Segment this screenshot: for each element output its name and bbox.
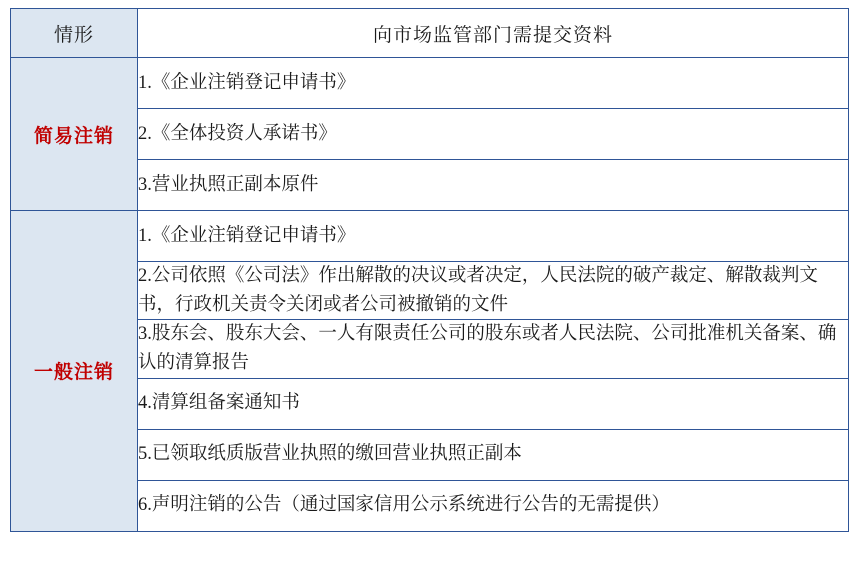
doc-item: 2.公司依照《公司法》作出解散的决议或者决定，人民法院的破产裁定、解散裁判文书，行政机关责令关闭或者公司被撤销的文件 (138, 262, 849, 320)
table-row (11, 58, 849, 109)
cancellation-documents-table (10, 8, 849, 532)
header-documents: 向市场监管部门需提交资料 (138, 9, 849, 58)
doc-item: 3.营业执照正副本原件 (138, 160, 849, 211)
doc-item: 4.清算组备案通知书 (138, 378, 849, 429)
case-simple-cancellation: 简易注销 (11, 58, 138, 211)
table-header-row (11, 9, 849, 58)
doc-item: 1.《企业注销登记申请书》 (138, 211, 849, 262)
doc-item: 2.《全体投资人承诺书》 (138, 109, 849, 160)
document-page (0, 8, 860, 570)
table-row (11, 211, 849, 262)
doc-item: 1.《企业注销登记申请书》 (138, 58, 849, 109)
doc-item: 3.股东会、股东大会、一人有限责任公司的股东或者人民法院、公司批准机关备案、确认的清算报告 (138, 320, 849, 378)
case-general-cancellation: 一般注销 (11, 211, 138, 532)
doc-item: 6.声明注销的公告（通过国家信用公示系统进行公告的无需提供） (138, 480, 849, 531)
header-case: 情形 (11, 9, 138, 58)
doc-item: 5.已领取纸质版营业执照的缴回营业执照正副本 (138, 429, 849, 480)
